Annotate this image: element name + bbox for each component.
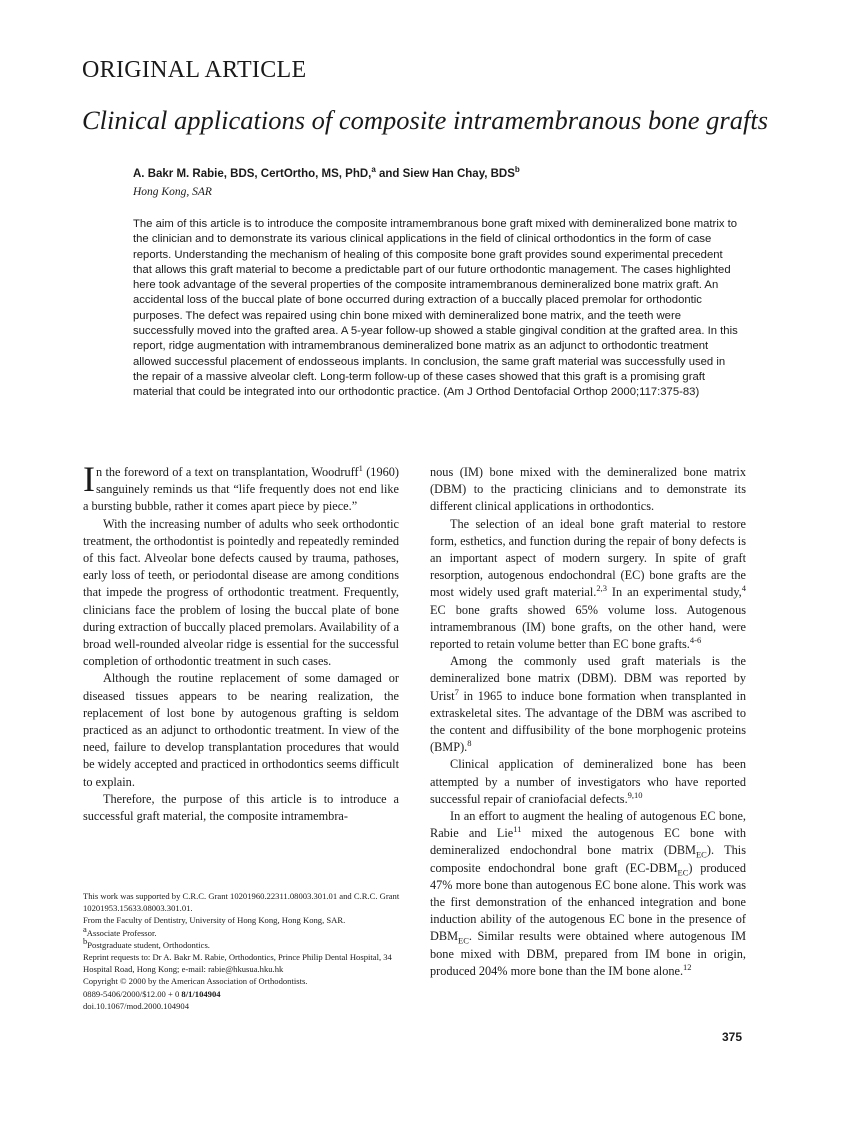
citation: 2,3: [596, 583, 607, 594]
footnote-issn: 0889-5406/2000/$12.00 + 0 8/1/104904: [83, 988, 221, 999]
paragraph: Clinical application of demineralized bone has been attempted by a number of investigators who have reported successful repair of craniofacial defects.$^{9,10}$: [430, 757, 746, 806]
section-label: ORIGINAL ARTICLE: [82, 57, 307, 83]
author-2: Siew Han Chay, BDS: [402, 168, 515, 180]
footnote-from: From the Faculty of Dentistry, University of Hong Kong, Hong Kong, SAR.: [83, 915, 346, 926]
footnote-b: $^b$Postgraduate student, Orthodontics.: [83, 935, 210, 950]
citation: 12: [683, 961, 692, 972]
author-1: A. Bakr M. Rabie, BDS, CertOrtho, MS, PhD,: [133, 168, 372, 180]
author-joiner: and: [375, 168, 403, 180]
citation: 4: [741, 583, 746, 594]
paragraph: Therefore, the purpose of this article is to introduce a successful graft material, the composite intramembra-: [83, 791, 399, 824]
citation: 8: [467, 738, 472, 749]
footnote-copyright: Copyright © 2000 by the American Association of Orthodontists.: [83, 976, 308, 987]
citation: 9,10: [627, 789, 643, 800]
footnotes: [83, 890, 403, 1012]
paragraph: Although the routine replacement of some damaged or diseased tissues appears to be nearing realization, the replacement of lost bone by autogenous grafting is seldom practiced as an adjunct to orthodontic treatment. In view of the need, failure to develop transplantation procedures that would be widely accepted and practiced in orthodontics seems difficult to explain.: [83, 671, 399, 789]
paragraph: Among the commonly used graft materials is the demineralized bone matrix (DBM). DBM was reported by Urist$^7$ in 1965 to induce bone formation when transplanted in extraskeletal sites. The advantage of the DBM was ascribed to the content and diffusibility of the bone morphogenic proteins (BMP).$^8$: [430, 654, 746, 755]
footnote-a: $^a$Associate Professor.: [83, 923, 157, 938]
author-1-mark: a: [371, 165, 376, 175]
article-title: Clinical applications of composite intramembranous bone grafts: [82, 105, 769, 135]
citation: 4-6: [689, 634, 702, 645]
paragraph: In the foreword of a text on transplantation, Woodruff$^1$ (1960) sanguinely reminds us that “life frequently does not end like a bursting bubble, rather it comes apart piece by piece.”: [83, 459, 400, 514]
citation: 11: [513, 824, 522, 835]
footnote-doi: doi.10.1067/mod.2000.104904: [83, 1000, 189, 1011]
page-number: 375: [722, 1030, 743, 1044]
footnote-support: This work was supported by C.R.C. Grant 10201960.22311.08003.301.01 and C.R.C. Grant 10201953.15633.08003.301.01.: [83, 891, 400, 914]
drop-cap: I: [83, 459, 95, 499]
paragraph: With the increasing number of adults who seek orthodontic treatment, the orthodontist is pointedly and repeatedly reminded of this fact. Alveolar bone defects caused by trauma, pathoses, early loss of teeth, or periodontal disease are among conditions that impede the progress of orthodontic treatment. Frequently, clinicians face the problem of losing the buccal plate of bone during extraction of buccally placed premolars. Availability of a broad well-rounded alveolar ridge is essential for the successful completion of orthodontic treatment in such cases.: [83, 516, 399, 669]
paragraph: nous (IM) bone mixed with the demineralized bone matrix (DBM) to the practicing clinicians and to demonstrate its different clinical applications in orthodontics.: [430, 465, 746, 514]
citation: 1: [358, 462, 363, 473]
paragraph: The selection of an ideal bone graft material to restore form, esthetics, and function during the repair of bony defects is an important aspect of modern surgery. In spite of graft resorption, autogenous endochondral (EC) bone grafts are the most widely used graft material.$^{2,3}$ In an experimental study,$^4$ EC bone grafts showed 65% volume loss. Autogenous intramembranous (IM) bone grafts, on the other hand, were reported to retain volume better than EC bone grafts.$^{4-6}$: [430, 516, 746, 652]
footnote-reprint: Reprint requests to: Dr A. Bakr M. Rabie, Orthodontics, Prince Philip Dental Hospital, 34 Hospital Road, Hong Kong; e-mail: rabie@hkusua.hku.hk: [83, 952, 392, 975]
citation: 7: [454, 686, 459, 697]
body-column-left: [83, 459, 400, 825]
affiliation: Hong Kong, SAR: [133, 186, 212, 198]
author-2-mark: b: [514, 165, 520, 175]
paragraph: In an effort to augment the healing of autogenous EC bone, Rabie and Lie$^{11}$ mixed the autogenous EC bone with demineralized endochondral bone matrix $(DBM_{EC})$. This composite endochondral bone graft $(EC-DBM_{EC})$ produced 47% more bone than autogenous EC bone alone. This work was the first demonstration of the enhanced integration and bone induction ability of the autogenous EC bone in the presence of $DBM_{EC}$. Similar results were obtained where autogenous IM bone mixed with DBM, prepared from IM bone in origin, produced 204% more bone than the IM bone alone.$^{12}$: [430, 809, 746, 978]
body-column-right: [430, 464, 746, 980]
author-line: [133, 165, 520, 180]
abstract: The aim of this article is to introduce the composite intramembranous bone graft mixed with demineralized bone matrix to the clinician and to demonstrate its various clinical applications in the field of clinical orthodontics in the form of case reports. Understanding the mechanism of healing of this composite bone graft provides sound experimental precedent that allows this graft material to become a predictable part of our future orthodontic management. The cases highlighted here took advantage of the several properties of the composite intramembranous demineralized bone matrix graft. An accidental loss of the buccal plate of bone occurred during extraction of a buccally placed premolar for orthodontic purposes. The defect was repaired using chin bone mixed with demineralized bone matrix, and the teeth were successfully moved into the grafted area. A 5-year follow-up showed a stable gingival condition at the grafted area. In this report, ridge augmentation with intramembranous demineralized bone matrix as an adjunct to orthodontic treatment allowed successful placement of endosseous implants. In conclusion, the same graft material was successfully used in the repair of a massive alveolar cleft. Long-term follow-up of these cases showed that this graft is a promising graft material that could be integrated into our orthodontic practice. (Am J Orthod Dentofacial Orthop 2000;117:375-83): [133, 218, 738, 399]
